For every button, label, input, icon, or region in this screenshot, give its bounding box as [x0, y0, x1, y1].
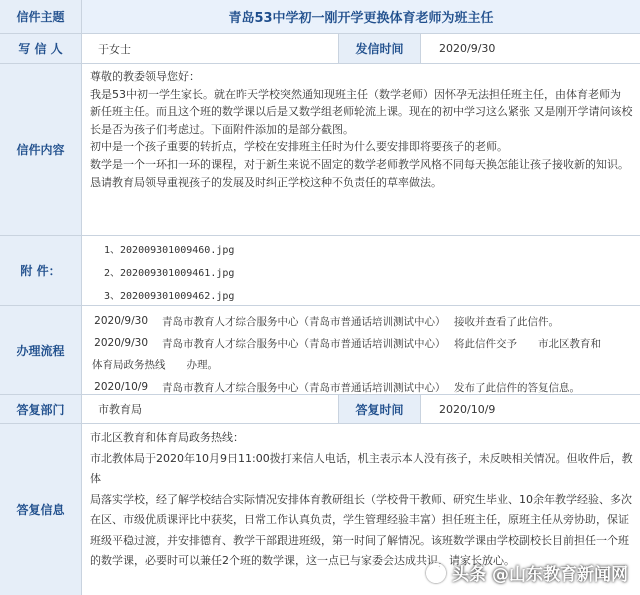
process-step — [88, 332, 636, 354]
sent-time-value: 2020/9/30 — [421, 34, 640, 63]
attachment-link[interactable]: 2、202009301009461.jpg — [104, 268, 235, 279]
content-line: 新任班主任。而且这个班的数学课以后是又数学组老师轮流上课。现在的初中学习这么紧张 又是刚开学请问该校 — [90, 105, 633, 119]
step-org: 青岛市教育人才综合服务中心（青岛市普通话培训测试中心） — [162, 337, 446, 350]
attachments-label: 附 件： — [0, 236, 81, 305]
toutiao-logo-icon — [426, 563, 446, 583]
reply-line: 的数学课，必要时可以兼任2个班的数学课，这一点已与家委会达成共识，请家长放心。 — [90, 554, 515, 567]
writer-label: 写 信 人 — [0, 34, 81, 63]
step-org: 青岛市教育人才综合服务中心（青岛市普通话培训测试中心） — [162, 315, 446, 328]
process-label: 办理流程 — [0, 306, 81, 394]
step-action: 将此信件交予 市北区教育和 — [454, 337, 601, 350]
step-date: 2020/10/9 — [94, 381, 148, 393]
content-line: 恳请教育局领导重视孩子的发展及时纠正学校这种不负责任的草率做法。 — [90, 175, 442, 189]
watermark-text: 头条 @山东教育新闻网 — [452, 565, 628, 585]
subject-label: 信件主题 — [0, 0, 81, 33]
step-date: 2020/9/30 — [94, 337, 148, 349]
reply-line: 班级平稳过渡，并安排德育、教学干部跟进班级，第一时间了解情况。该班数学课由学校副校长目前担任一个班 — [90, 533, 629, 547]
content-line: 尊敬的教委领导您好： — [90, 70, 200, 83]
reply-line: 在区、市级优质课评比中获奖，日常工作认真负责，学生管理经验丰富）担任班主任，原班主任从旁协助，保证 — [90, 513, 629, 526]
writer-value: 于女士 — [82, 34, 338, 63]
content-line: 数学是一个一环扣一环的课程，对于新生来说不固定的数学老师教学风格不同每天换怎能让孩子接收新的知识。 — [90, 157, 629, 171]
attachment-link[interactable]: 1、202009301009460.jpg — [104, 245, 235, 256]
step-action: 发布了此信件的答复信息。 — [454, 381, 580, 394]
watermark — [426, 560, 628, 585]
step-org: 青岛市教育人才综合服务中心（青岛市普通话培训测试中心） — [162, 381, 446, 394]
reply-line: 市北教体局于2020年10月9日11:00拨打来信人电话，机主表示本人没有孩子，未反映相关情况。但收件后，教体 — [90, 451, 633, 485]
reply-line: 局落实学校，经了解学校结合实际情况安排体育教研组长（学校骨干教师、研究生毕业、10余年教学经验、多次 — [90, 492, 632, 506]
content-line: 我是53中初一学生家长。就在昨天学校突然通知现班主任（数学老师）因怀孕无法担任班主任，由体育老师为 — [90, 87, 621, 101]
reply-date-label: 答复时间 — [339, 395, 420, 423]
reply-line: 市北区教育和体育局政务热线： — [90, 431, 244, 444]
letter-subject: 青岛53中学初一刚开学更换体育老师为班主任 — [82, 0, 640, 33]
reply-dept-label: 答复部门 — [0, 395, 81, 423]
process-step — [88, 310, 636, 332]
sent-time-label: 发信时间 — [339, 34, 420, 63]
process-step — [88, 376, 636, 394]
content-line: 长是否为孩子们考虑过。下面附件添加的是部分截图。 — [90, 122, 354, 136]
step-continuation: 体育局政务热线 办理。 — [92, 359, 218, 371]
reply-dept-value: 市教育局 — [82, 395, 338, 423]
content-line: 初中是一个孩子重要的转折点，学校在安排班主任时为什么要安排即将要孩子的老师。 — [90, 140, 508, 154]
letter-content — [82, 64, 640, 235]
attachment-link[interactable]: 3、202009301009462.jpg — [104, 291, 235, 302]
step-action: 接收并查看了此信件。 — [454, 315, 559, 328]
process-steps — [82, 306, 640, 394]
attachments-list — [82, 236, 640, 305]
reply-date-value: 2020/10/9 — [421, 395, 640, 423]
step-date: 2020/9/30 — [94, 315, 148, 327]
content-label: 信件内容 — [0, 64, 81, 235]
reply-info-label: 答复信息 — [0, 424, 81, 595]
